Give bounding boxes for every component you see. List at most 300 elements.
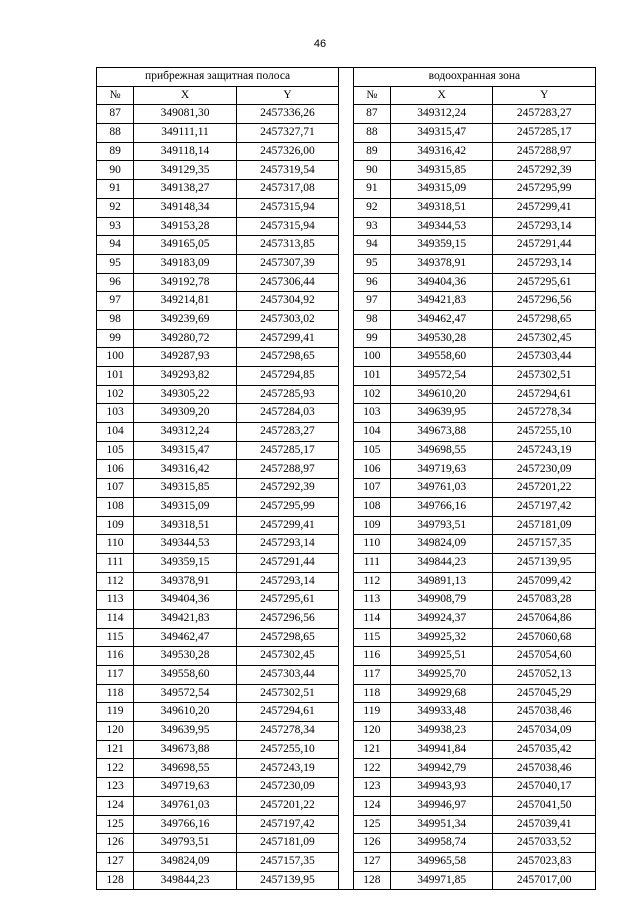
right-cell-number: 117 xyxy=(353,666,390,685)
table-row xyxy=(97,367,596,386)
left-cell-y: 2457285,93 xyxy=(236,385,338,404)
left-cell-x: 349316,42 xyxy=(134,460,236,479)
left-cell-y: 2457299,41 xyxy=(236,329,338,348)
column-gap xyxy=(339,609,353,628)
left-cell-x: 349844,23 xyxy=(134,871,236,890)
right-cell-x: 349933,48 xyxy=(390,703,492,722)
left-cell-y: 2457303,02 xyxy=(236,310,338,329)
left-cell-x: 349572,54 xyxy=(134,684,236,703)
right-cell-number: 97 xyxy=(353,292,390,311)
left-cell-y: 2457298,65 xyxy=(236,348,338,367)
table-row xyxy=(97,796,596,815)
left-cell-x: 349183,09 xyxy=(134,254,236,273)
right-cell-y: 2457052,13 xyxy=(493,666,596,685)
left-cell-x: 349111,11 xyxy=(134,124,236,143)
column-gap xyxy=(339,778,353,797)
left-cell-y: 2457294,85 xyxy=(236,367,338,386)
left-cell-number: 122 xyxy=(97,759,134,778)
table-row xyxy=(97,441,596,460)
right-cell-x: 349793,51 xyxy=(390,516,492,535)
column-gap xyxy=(339,142,353,161)
right-cell-x: 349766,16 xyxy=(390,497,492,516)
column-gap xyxy=(339,329,353,348)
right-cell-x: 349315,47 xyxy=(390,124,492,143)
left-cell-x: 349610,20 xyxy=(134,703,236,722)
left-cell-x: 349639,95 xyxy=(134,722,236,741)
right-cell-y: 2457041,50 xyxy=(493,796,596,815)
column-gap xyxy=(339,796,353,815)
left-cell-number: 125 xyxy=(97,815,134,834)
table-row xyxy=(97,703,596,722)
right-cell-x: 349761,03 xyxy=(390,479,492,498)
left-cell-x: 349530,28 xyxy=(134,647,236,666)
column-gap xyxy=(339,479,353,498)
column-gap xyxy=(339,759,353,778)
left-cell-number: 114 xyxy=(97,609,134,628)
left-cell-number: 117 xyxy=(97,666,134,685)
right-cell-x: 349891,13 xyxy=(390,572,492,591)
column-gap xyxy=(339,647,353,666)
left-cell-x: 349312,24 xyxy=(134,423,236,442)
column-gap xyxy=(339,423,353,442)
left-cell-number: 119 xyxy=(97,703,134,722)
right-cell-number: 88 xyxy=(353,124,390,143)
column-gap xyxy=(339,367,353,386)
left-cell-x: 349359,15 xyxy=(134,553,236,572)
right-cell-x: 349929,68 xyxy=(390,684,492,703)
right-cell-number: 116 xyxy=(353,647,390,666)
right-cell-x: 349951,34 xyxy=(390,815,492,834)
right-cell-number: 120 xyxy=(353,722,390,741)
column-gap xyxy=(339,273,353,292)
left-cell-y: 2457327,71 xyxy=(236,124,338,143)
left-header-y: Y xyxy=(236,86,338,105)
left-cell-number: 126 xyxy=(97,834,134,853)
column-gap xyxy=(339,572,353,591)
left-cell-x: 349293,82 xyxy=(134,367,236,386)
left-cell-x: 349138,27 xyxy=(134,180,236,199)
left-cell-x: 349239,69 xyxy=(134,310,236,329)
right-cell-x: 349530,28 xyxy=(390,329,492,348)
table-row xyxy=(97,348,596,367)
right-cell-number: 119 xyxy=(353,703,390,722)
table-row xyxy=(97,460,596,479)
right-cell-number: 126 xyxy=(353,834,390,853)
left-cell-number: 95 xyxy=(97,254,134,273)
right-cell-x: 349958,74 xyxy=(390,834,492,853)
right-cell-number: 111 xyxy=(353,553,390,572)
left-cell-number: 112 xyxy=(97,572,134,591)
column-gap xyxy=(339,124,353,143)
left-cell-x: 349129,35 xyxy=(134,161,236,180)
right-cell-y: 2457278,34 xyxy=(493,404,596,423)
column-gap xyxy=(339,180,353,199)
right-cell-x: 349925,51 xyxy=(390,647,492,666)
right-cell-number: 124 xyxy=(353,796,390,815)
column-gap xyxy=(339,666,353,685)
right-cell-number: 121 xyxy=(353,740,390,759)
left-cell-y: 2457181,09 xyxy=(236,834,338,853)
table-row xyxy=(97,385,596,404)
left-cell-x: 349378,91 xyxy=(134,572,236,591)
table-row xyxy=(97,834,596,853)
right-cell-number: 94 xyxy=(353,236,390,255)
table-row xyxy=(97,497,596,516)
left-cell-number: 101 xyxy=(97,367,134,386)
right-cell-y: 2457295,61 xyxy=(493,273,596,292)
table-row xyxy=(97,572,596,591)
left-cell-number: 102 xyxy=(97,385,134,404)
left-cell-number: 128 xyxy=(97,871,134,890)
right-cell-number: 127 xyxy=(353,852,390,871)
left-cell-y: 2457288,97 xyxy=(236,460,338,479)
table-group-header-row xyxy=(97,68,596,87)
table-row xyxy=(97,684,596,703)
left-cell-y: 2457302,45 xyxy=(236,647,338,666)
left-cell-x: 349153,28 xyxy=(134,217,236,236)
column-gap xyxy=(339,722,353,741)
column-gap xyxy=(339,703,353,722)
left-cell-y: 2457295,61 xyxy=(236,591,338,610)
column-gap xyxy=(339,292,353,311)
table-row xyxy=(97,292,596,311)
right-header-y: Y xyxy=(493,86,596,105)
right-cell-number: 92 xyxy=(353,198,390,217)
left-cell-number: 88 xyxy=(97,124,134,143)
left-cell-number: 87 xyxy=(97,105,134,124)
left-cell-x: 349761,03 xyxy=(134,796,236,815)
right-cell-x: 349965,58 xyxy=(390,852,492,871)
right-cell-x: 349315,09 xyxy=(390,180,492,199)
left-cell-x: 349344,53 xyxy=(134,535,236,554)
right-cell-number: 128 xyxy=(353,871,390,890)
right-cell-y: 2457293,14 xyxy=(493,217,596,236)
right-cell-y: 2457033,52 xyxy=(493,834,596,853)
left-cell-x: 349421,83 xyxy=(134,609,236,628)
right-cell-number: 113 xyxy=(353,591,390,610)
left-cell-number: 92 xyxy=(97,198,134,217)
right-cell-x: 349942,79 xyxy=(390,759,492,778)
left-cell-number: 124 xyxy=(97,796,134,815)
left-group-title: прибрежная защитная полоса xyxy=(97,68,339,87)
left-cell-y: 2457306,44 xyxy=(236,273,338,292)
table-header-row xyxy=(97,86,596,105)
right-cell-number: 95 xyxy=(353,254,390,273)
table-row xyxy=(97,815,596,834)
column-gap xyxy=(339,628,353,647)
right-cell-y: 2457230,09 xyxy=(493,460,596,479)
right-cell-number: 107 xyxy=(353,479,390,498)
left-cell-x: 349305,22 xyxy=(134,385,236,404)
right-cell-x: 349924,37 xyxy=(390,609,492,628)
column-gap xyxy=(339,441,353,460)
left-cell-y: 2457315,94 xyxy=(236,217,338,236)
right-cell-x: 349698,55 xyxy=(390,441,492,460)
column-gap xyxy=(339,871,353,890)
right-cell-number: 96 xyxy=(353,273,390,292)
left-cell-number: 118 xyxy=(97,684,134,703)
right-cell-y: 2457288,97 xyxy=(493,142,596,161)
left-cell-number: 97 xyxy=(97,292,134,311)
right-cell-number: 104 xyxy=(353,423,390,442)
left-cell-number: 89 xyxy=(97,142,134,161)
left-cell-y: 2457296,56 xyxy=(236,609,338,628)
left-cell-y: 2457298,65 xyxy=(236,628,338,647)
left-cell-y: 2457317,08 xyxy=(236,180,338,199)
left-cell-x: 349148,34 xyxy=(134,198,236,217)
table-row xyxy=(97,553,596,572)
column-gap xyxy=(339,404,353,423)
table-row xyxy=(97,198,596,217)
left-cell-x: 349824,09 xyxy=(134,852,236,871)
left-header-number: № xyxy=(97,86,134,105)
right-cell-y: 2457040,17 xyxy=(493,778,596,797)
right-cell-x: 349572,54 xyxy=(390,367,492,386)
left-cell-y: 2457197,42 xyxy=(236,815,338,834)
left-cell-y: 2457201,22 xyxy=(236,796,338,815)
right-cell-y: 2457099,42 xyxy=(493,572,596,591)
left-cell-y: 2457157,35 xyxy=(236,852,338,871)
right-cell-number: 89 xyxy=(353,142,390,161)
table-row xyxy=(97,236,596,255)
right-cell-number: 112 xyxy=(353,572,390,591)
right-cell-number: 110 xyxy=(353,535,390,554)
right-cell-y: 2457038,46 xyxy=(493,703,596,722)
column-gap xyxy=(339,815,353,834)
table-row xyxy=(97,310,596,329)
left-cell-number: 90 xyxy=(97,161,134,180)
right-cell-y: 2457064,86 xyxy=(493,609,596,628)
right-cell-x: 349673,88 xyxy=(390,423,492,442)
right-cell-y: 2457038,46 xyxy=(493,759,596,778)
left-cell-y: 2457307,39 xyxy=(236,254,338,273)
column-gap xyxy=(339,86,353,105)
column-gap xyxy=(339,105,353,124)
right-header-x: X xyxy=(390,86,492,105)
left-cell-number: 109 xyxy=(97,516,134,535)
right-cell-y: 2457255,10 xyxy=(493,423,596,442)
table-row xyxy=(97,759,596,778)
column-gap xyxy=(339,740,353,759)
right-cell-number: 108 xyxy=(353,497,390,516)
left-cell-y: 2457293,14 xyxy=(236,535,338,554)
table-row xyxy=(97,329,596,348)
left-cell-number: 93 xyxy=(97,217,134,236)
left-cell-x: 349280,72 xyxy=(134,329,236,348)
left-cell-y: 2457295,99 xyxy=(236,497,338,516)
right-cell-y: 2457017,00 xyxy=(493,871,596,890)
right-cell-number: 93 xyxy=(353,217,390,236)
page-number: 46 xyxy=(313,38,327,50)
right-cell-number: 118 xyxy=(353,684,390,703)
right-cell-y: 2457298,65 xyxy=(493,310,596,329)
left-cell-number: 94 xyxy=(97,236,134,255)
left-cell-x: 349081,30 xyxy=(134,105,236,124)
right-cell-x: 349378,91 xyxy=(390,254,492,273)
right-cell-number: 103 xyxy=(353,404,390,423)
left-cell-y: 2457315,94 xyxy=(236,198,338,217)
left-cell-y: 2457293,14 xyxy=(236,572,338,591)
right-cell-x: 349344,53 xyxy=(390,217,492,236)
left-cell-x: 349287,93 xyxy=(134,348,236,367)
left-cell-number: 103 xyxy=(97,404,134,423)
left-cell-y: 2457299,41 xyxy=(236,516,338,535)
right-cell-x: 349844,23 xyxy=(390,553,492,572)
table-row xyxy=(97,254,596,273)
right-cell-x: 349404,36 xyxy=(390,273,492,292)
left-cell-number: 104 xyxy=(97,423,134,442)
left-cell-x: 349318,51 xyxy=(134,516,236,535)
right-cell-y: 2457294,61 xyxy=(493,385,596,404)
left-cell-number: 115 xyxy=(97,628,134,647)
left-cell-number: 105 xyxy=(97,441,134,460)
right-cell-number: 87 xyxy=(353,105,390,124)
left-cell-y: 2457278,34 xyxy=(236,722,338,741)
right-cell-number: 98 xyxy=(353,310,390,329)
right-cell-y: 2457291,44 xyxy=(493,236,596,255)
right-cell-x: 349318,51 xyxy=(390,198,492,217)
right-cell-number: 109 xyxy=(353,516,390,535)
right-cell-y: 2457083,28 xyxy=(493,591,596,610)
right-cell-x: 349315,85 xyxy=(390,161,492,180)
left-cell-number: 99 xyxy=(97,329,134,348)
right-cell-number: 99 xyxy=(353,329,390,348)
right-cell-y: 2457302,45 xyxy=(493,329,596,348)
left-cell-number: 91 xyxy=(97,180,134,199)
right-cell-x: 349824,09 xyxy=(390,535,492,554)
column-gap xyxy=(339,217,353,236)
right-cell-y: 2457054,60 xyxy=(493,647,596,666)
right-cell-x: 349462,47 xyxy=(390,310,492,329)
right-cell-y: 2457035,42 xyxy=(493,740,596,759)
right-cell-number: 106 xyxy=(353,460,390,479)
right-cell-x: 349610,20 xyxy=(390,385,492,404)
left-cell-x: 349118,14 xyxy=(134,142,236,161)
right-cell-x: 349925,32 xyxy=(390,628,492,647)
left-cell-y: 2457283,27 xyxy=(236,423,338,442)
left-cell-y: 2457230,09 xyxy=(236,778,338,797)
left-cell-x: 349315,09 xyxy=(134,497,236,516)
left-cell-number: 107 xyxy=(97,479,134,498)
right-cell-x: 349316,42 xyxy=(390,142,492,161)
right-cell-x: 349639,95 xyxy=(390,404,492,423)
table-row xyxy=(97,591,596,610)
left-cell-y: 2457285,17 xyxy=(236,441,338,460)
column-gap xyxy=(339,348,353,367)
left-cell-x: 349315,47 xyxy=(134,441,236,460)
right-cell-y: 2457023,83 xyxy=(493,852,596,871)
left-cell-x: 349404,36 xyxy=(134,591,236,610)
table-row xyxy=(97,217,596,236)
left-cell-y: 2457319,54 xyxy=(236,161,338,180)
column-gap xyxy=(339,460,353,479)
right-cell-x: 349719,63 xyxy=(390,460,492,479)
right-cell-y: 2457060,68 xyxy=(493,628,596,647)
left-cell-number: 127 xyxy=(97,852,134,871)
right-cell-number: 123 xyxy=(353,778,390,797)
right-group-title: водоохранная зона xyxy=(353,68,595,87)
column-gap xyxy=(339,497,353,516)
right-cell-x: 349312,24 xyxy=(390,105,492,124)
table-row xyxy=(97,535,596,554)
right-cell-number: 125 xyxy=(353,815,390,834)
table-row xyxy=(97,124,596,143)
column-gap xyxy=(339,553,353,572)
column-gap xyxy=(339,68,353,87)
right-cell-y: 2457039,41 xyxy=(493,815,596,834)
table-row xyxy=(97,666,596,685)
column-gap xyxy=(339,310,353,329)
right-cell-y: 2457303,44 xyxy=(493,348,596,367)
right-cell-x: 349359,15 xyxy=(390,236,492,255)
right-cell-x: 349946,97 xyxy=(390,796,492,815)
left-cell-y: 2457326,00 xyxy=(236,142,338,161)
column-gap xyxy=(339,591,353,610)
right-cell-x: 349941,84 xyxy=(390,740,492,759)
right-cell-y: 2457285,17 xyxy=(493,124,596,143)
left-cell-x: 349766,16 xyxy=(134,815,236,834)
left-cell-y: 2457255,10 xyxy=(236,740,338,759)
left-cell-x: 349315,85 xyxy=(134,479,236,498)
column-gap xyxy=(339,385,353,404)
right-cell-y: 2457293,14 xyxy=(493,254,596,273)
left-cell-y: 2457336,26 xyxy=(236,105,338,124)
right-cell-y: 2457034,09 xyxy=(493,722,596,741)
table-row xyxy=(97,852,596,871)
column-gap xyxy=(339,198,353,217)
table-row xyxy=(97,778,596,797)
table-row xyxy=(97,516,596,535)
left-cell-x: 349558,60 xyxy=(134,666,236,685)
table-row xyxy=(97,740,596,759)
right-cell-x: 349938,23 xyxy=(390,722,492,741)
left-cell-x: 349192,78 xyxy=(134,273,236,292)
left-cell-y: 2457139,95 xyxy=(236,871,338,890)
right-cell-number: 105 xyxy=(353,441,390,460)
right-cell-y: 2457292,39 xyxy=(493,161,596,180)
left-cell-number: 123 xyxy=(97,778,134,797)
right-cell-y: 2457296,56 xyxy=(493,292,596,311)
right-cell-y: 2457045,29 xyxy=(493,684,596,703)
left-cell-x: 349214,81 xyxy=(134,292,236,311)
right-cell-y: 2457139,95 xyxy=(493,553,596,572)
left-cell-number: 120 xyxy=(97,722,134,741)
right-cell-x: 349925,70 xyxy=(390,666,492,685)
column-gap xyxy=(339,236,353,255)
table-row xyxy=(97,142,596,161)
left-header-x: X xyxy=(134,86,236,105)
column-gap xyxy=(339,516,353,535)
left-cell-number: 111 xyxy=(97,553,134,572)
table-row xyxy=(97,628,596,647)
left-cell-y: 2457291,44 xyxy=(236,553,338,572)
left-cell-y: 2457292,39 xyxy=(236,479,338,498)
right-cell-x: 349558,60 xyxy=(390,348,492,367)
left-cell-number: 113 xyxy=(97,591,134,610)
left-cell-y: 2457243,19 xyxy=(236,759,338,778)
left-cell-y: 2457284,03 xyxy=(236,404,338,423)
left-cell-y: 2457302,51 xyxy=(236,684,338,703)
table-row xyxy=(97,479,596,498)
left-cell-y: 2457294,61 xyxy=(236,703,338,722)
right-cell-y: 2457157,35 xyxy=(493,535,596,554)
right-cell-y: 2457295,99 xyxy=(493,180,596,199)
right-cell-y: 2457243,19 xyxy=(493,441,596,460)
right-cell-number: 91 xyxy=(353,180,390,199)
column-gap xyxy=(339,684,353,703)
right-cell-x: 349943,93 xyxy=(390,778,492,797)
table-row xyxy=(97,105,596,124)
